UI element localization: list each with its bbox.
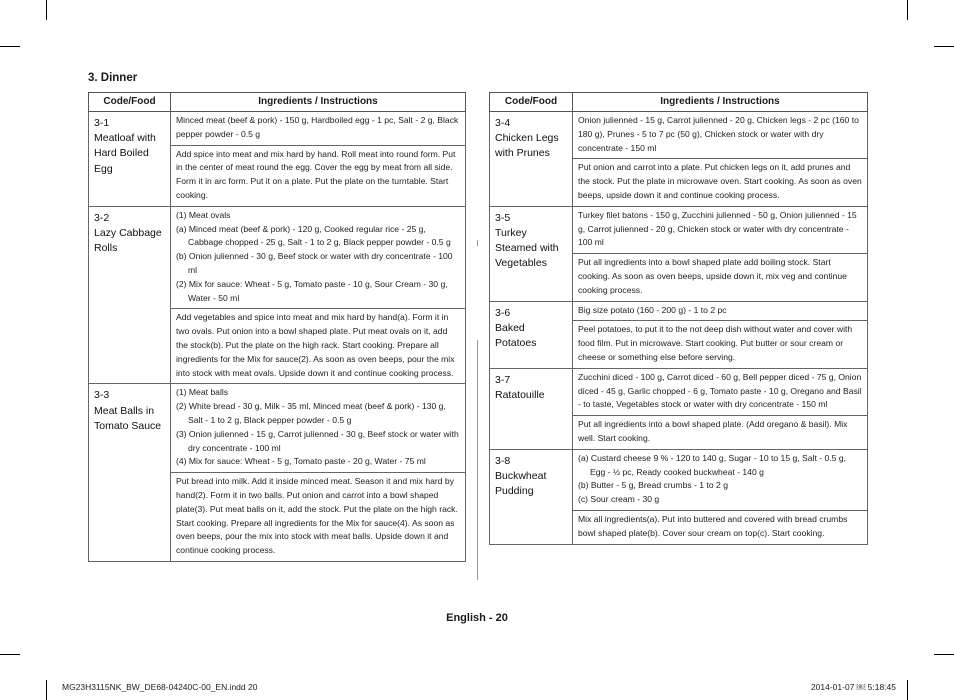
ingredient-line: (a) Minced meat (beef & pork) - 120 g, Cooked regular rice - 25 g, Cabbage chopped - 25 g, Salt - 1 to 2 g, Black pepper powder - 0.5 g — [176, 223, 451, 248]
recipe-name-line: Tomato Sauce — [94, 419, 162, 432]
gutter-mark — [477, 240, 478, 246]
recipe-table-left — [88, 92, 466, 562]
ingredient-line: (3) Onion julienned - 15 g, Carrot julienned - 30 g, Beef stock or water with dry concentrate - 100 ml — [176, 428, 459, 453]
ingredient-line: Turkey filet batons - 150 g, Zucchini julienned - 50 g, Onion julienned - 15 g, Carrot julienned - 20 g, Chicken stock or water with dry concentrate - 100 ml — [578, 209, 857, 248]
recipe-code: 3-2 — [94, 211, 110, 224]
recipe-name-line: Vegetables — [495, 257, 547, 270]
recipe-name-line: Baked — [495, 321, 525, 334]
recipe-code-cell — [490, 449, 573, 544]
recipe-name-line: Hard Boiled — [94, 147, 149, 160]
crop-mark — [0, 46, 20, 47]
recipe-row — [490, 368, 868, 415]
ingredient-line: Big size potato (160 - 200 g) - 1 to 2 pc — [578, 304, 727, 315]
recipe-row — [490, 301, 868, 321]
ingredient-line: (b) Onion julienned - 30 g, Beef stock or water with dry concentrate - 100 ml — [176, 251, 453, 275]
recipe-code: 3-7 — [495, 373, 511, 386]
ingredient-line: (4) Mix for sauce: Wheat - 5 g, Tomato paste - 20 g, Water - 75 ml — [176, 456, 426, 467]
crop-mark — [934, 46, 954, 47]
recipe-name-line: with Prunes — [495, 147, 550, 160]
instructions-cell: Add vegetables and spice into meat and mix hard by hand(a). Form it in two ovals. Put onion into a bowl shaped plate. Put meat ovals on it, add the stock(b). Put the plate on the high rack. Start cooking. Prepare all ingredients for the Mix for sauce(2). As soon as oven beeps, pour the mix into stock with meat ovals. Upside down it and continue cooking process. — [171, 309, 466, 384]
ingredients-cell — [573, 206, 868, 253]
crop-mark — [46, 680, 47, 700]
recipe-name-line: Steamed with — [495, 242, 559, 255]
ingredient-line: Onion julienned - 15 g, Carrot julienned - 20 g, Chicken legs - 2 pc (160 to 180 g), Prunes - 5 to 7 pc (50 g), Chicken stock or water with dry concentrate - 150 ml — [578, 115, 859, 153]
ingredient-line: Minced meat (beef & pork) - 150 g, Hardboiled egg - 1 pc, Salt - 2 g, Black pepper powder - 0.5 g — [176, 115, 459, 139]
code-food-header: Code/Food — [490, 93, 573, 112]
recipe-name-line: Lazy Cabbage — [94, 226, 162, 239]
recipe-name-line: Buckwheat — [495, 469, 547, 482]
ingredient-line: (a) Custard cheese 9 % - 120 to 140 g, Sugar - 10 to 15 g, Salt - 0.5 g, Egg - ½ pc, Ready cooked buckwheat - 140 g — [578, 452, 846, 477]
recipe-name-line: Meat Balls in — [94, 404, 155, 417]
instructions-cell: Put bread into milk. Add it inside minced meat. Season it and mix hard by hand(2). Form it in two balls. Put onion and carrot into a bowl shaped plate(3). Put meat balls on it, add the stock. Put the plate on the high rack. Start cooking. Prepare all ingredients for the Mix for sauce(4). As soon as oven beeps, pour the mix into stock with meat balls. Upside down it and continue cooking process. — [171, 473, 466, 562]
recipe-code-cell — [490, 112, 573, 207]
footer-file-info: MG23H3115NK_BW_DE68-04240C-00_EN.indd 20 — [62, 682, 258, 692]
recipe-row — [490, 112, 868, 159]
ingredients-cell — [573, 368, 868, 415]
ingredient-line: (2) Mix for sauce: Wheat - 5 g, Tomato paste - 10 g, Sour Cream - 30 g, Water - 50 ml — [176, 278, 448, 303]
ingredient-line: (1) Meat ovals — [176, 209, 231, 220]
recipe-table-right — [489, 92, 868, 545]
recipe-name-line: Rolls — [94, 242, 118, 255]
recipe-row — [490, 449, 868, 510]
crop-mark — [0, 654, 20, 655]
recipe-code: 3-5 — [495, 211, 511, 224]
crop-mark — [907, 0, 908, 20]
recipe-row — [89, 206, 466, 309]
recipe-code: 3-3 — [94, 389, 110, 402]
recipe-row — [490, 206, 868, 253]
ingredient-line: (2) White bread - 30 g, Milk - 35 ml, Minced meat (beef & pork) - 130 g, Salt - 1 to 2 g, Black pepper powder - 0.5 g — [176, 401, 446, 425]
gutter-mark — [477, 340, 478, 580]
crop-mark — [907, 680, 908, 700]
recipe-name-line: Pudding — [495, 485, 534, 498]
instructions-cell: Put all ingredients into a bowl shaped plate. (Add oregano & basil). Mix well. Start cooking. — [573, 416, 868, 450]
ingredients-cell — [573, 449, 868, 510]
recipe-code-cell — [490, 301, 573, 368]
ingredients-cell — [573, 112, 868, 159]
crop-mark — [46, 0, 47, 20]
ingredients-cell — [171, 112, 466, 146]
instructions-cell: Peel potatoes, to put it to the not deep dish without water and cover with food film. Put in microwave. Start cooking. Put butter or sour cream or cheese or something else before serving. — [573, 321, 868, 368]
crop-mark — [934, 654, 954, 655]
recipe-code-cell — [89, 384, 171, 562]
instructions-cell: Mix all ingredients(a). Put into buttered and covered with bread crumbs bowl shaped plate(b). Cover sour cream on top(c). Start cooking. — [573, 510, 868, 544]
recipe-code: 3-6 — [495, 306, 511, 319]
ingredient-line: Zucchini diced - 100 g, Carrot diced - 60 g, Bell pepper diced - 75 g, Onion diced - 45 g, Garlic chopped - 6 g, Tomato paste - 10 g, Oregano and Basil - to taste, Vegetables stock or water with dry concentrate - 150 ml — [578, 371, 862, 410]
ingredient-line: (b) Butter - 5 g, Bread crumbs - 1 to 2 g — [578, 480, 728, 491]
recipe-name-line: Egg — [94, 162, 113, 175]
instructions-cell: Put onion and carrot into a plate. Put chicken legs on it, add prunes and the stock. Put the plate in microwave oven. Start cooking. As soon as oven beeps, upside down it and continue cooking process. — [573, 159, 868, 206]
recipe-row — [89, 112, 466, 146]
page-number: English - 20 — [446, 612, 508, 624]
ingredients-cell — [171, 206, 466, 309]
recipe-row — [89, 384, 466, 473]
ingredient-line: (c) Sour cream - 30 g — [578, 494, 660, 505]
recipe-name-line: Potatoes — [495, 336, 537, 349]
ingredient-line: (1) Meat balls — [176, 387, 229, 398]
recipe-code: 3-8 — [495, 454, 511, 467]
recipe-name-line: Chicken Legs — [495, 132, 559, 145]
recipe-code-cell — [89, 206, 171, 384]
recipe-name-line: Turkey — [495, 226, 527, 239]
instructions-cell: Put all ingredients into a bowl shaped plate add boiling stock. Start cooking. As soon as oven beeps, upside down it, mix veg and continue cooking process. — [573, 254, 868, 301]
recipe-code-cell — [89, 112, 171, 207]
footer-timestamp: 2014-01-07 ￼ 5:18:45 — [810, 682, 896, 692]
recipe-code: 3-1 — [94, 117, 110, 129]
ingredients-cell — [573, 301, 868, 321]
section-title: 3. Dinner — [88, 72, 138, 84]
ingredients-header: Ingredients / Instructions — [171, 93, 466, 112]
code-food-header: Code/Food — [89, 93, 171, 112]
ingredients-header: Ingredients / Instructions — [573, 93, 868, 112]
recipe-code-cell — [490, 368, 573, 449]
ingredients-cell — [171, 384, 466, 473]
recipe-code-cell — [490, 206, 573, 301]
recipe-name-line: Ratatouille — [495, 388, 545, 401]
instructions-cell: Add spice into meat and mix hard by hand. Roll meat into round form. Put in the center of meat round the egg. Cover the egg by meat from all side. Form it in arc form. Put it on a plate. Put the plate on the turntable. Start cooking. — [171, 145, 466, 206]
recipe-code: 3-4 — [495, 117, 511, 129]
recipe-name-line: Meatloaf with — [94, 132, 156, 145]
